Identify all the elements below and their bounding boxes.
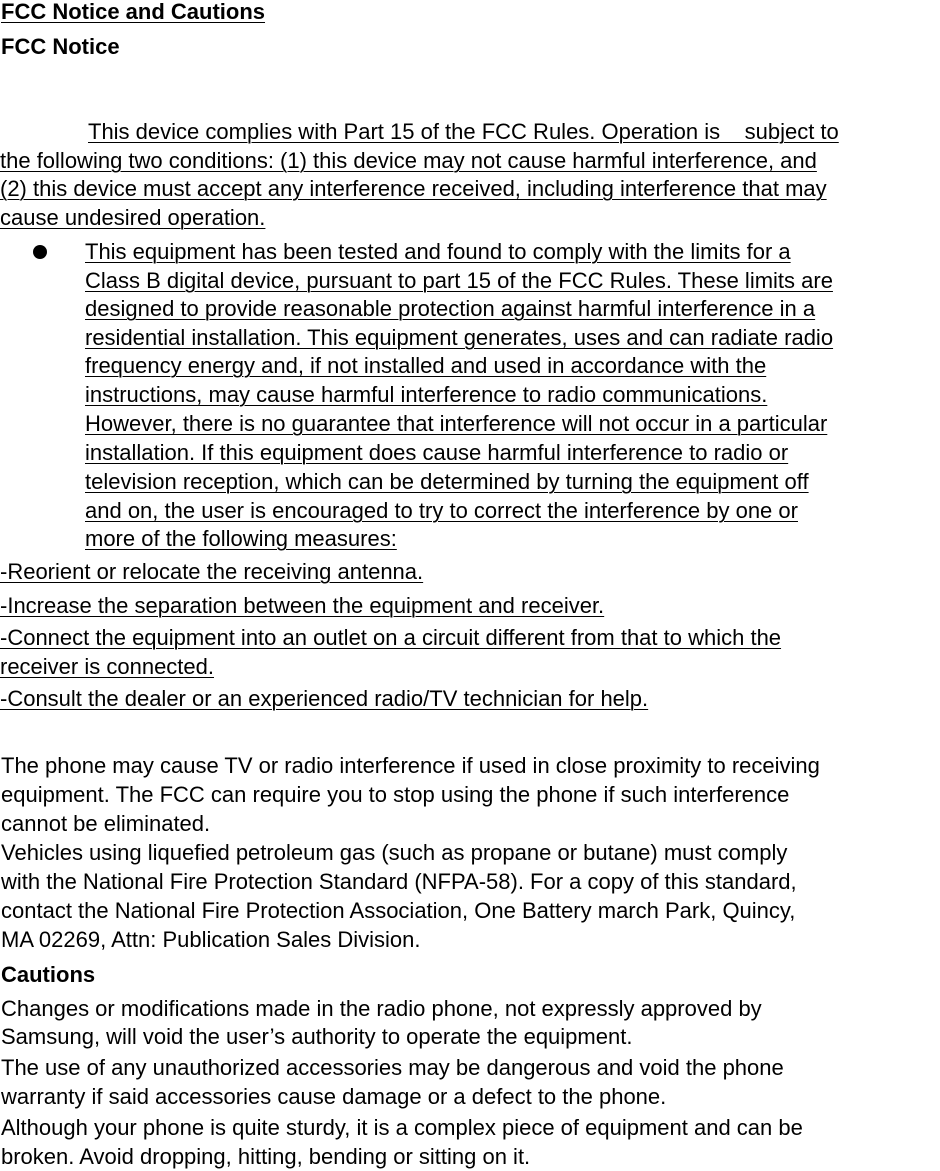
intro-line: cause undesired operation.: [0, 205, 266, 230]
bullet-line: frequency energy and, if not installed and used in accordance with the: [85, 353, 767, 378]
bullet-line: designed to provide reasonable protection against harmful interference in a: [85, 296, 816, 321]
measure-item: -Connect the equipment into an outlet on a circuit different from that to which the: [0, 625, 782, 650]
paragraph-line: Although your phone is quite sturdy, it is a complex piece of equipment and can be: [1, 1115, 803, 1140]
intro-line: This device complies with Part 15 of the FCC Rules. Operation is subject to: [88, 119, 839, 144]
bullet-line: installation. If this equipment does cause harmful interference to radio or: [85, 440, 789, 465]
bullet-line: more of the following measures:: [85, 526, 397, 551]
cautions-heading: Cautions: [1, 962, 96, 987]
bullet-line: television reception, which can be determined by turning the equipment off: [85, 469, 809, 494]
bullet-dot-icon: [33, 245, 47, 259]
bullet-line: However, there is no guarantee that interference will not occur in a particular: [85, 411, 828, 436]
intro-line: the following two conditions: (1) this device may not cause harmful interference, and: [0, 148, 817, 173]
bullet-line: and on, the user is encouraged to try to correct the interference by one or: [85, 498, 798, 523]
bullet-line: residential installation. This equipment generates, uses and can radiate radio: [85, 325, 834, 350]
paragraph-line: contact the National Fire Protection Association, One Battery march Park, Quincy,: [1, 898, 796, 923]
bullet-line: This equipment has been tested and found to comply with the limits for a: [85, 239, 791, 264]
intro-line: (2) this device must accept any interference received, including interference that may: [0, 176, 827, 201]
paragraph-line: with the National Fire Protection Standard (NFPA-58). For a copy of this standard,: [1, 869, 797, 894]
paragraph-line: MA 02269, Attn: Publication Sales Division.: [1, 927, 421, 952]
measure-item: -Increase the separation between the equipment and receiver.: [0, 593, 605, 618]
measure-item: -Consult the dealer or an experienced radio/TV technician for help.: [0, 686, 649, 711]
paragraph-line: cannot be eliminated.: [1, 811, 211, 836]
paragraph-line: Changes or modifications made in the radio phone, not expressly approved by: [1, 996, 762, 1021]
paragraph-line: equipment. The FCC can require you to stop using the phone if such interference: [1, 782, 790, 807]
paragraph-line: The phone may cause TV or radio interference if used in close proximity to receiving: [1, 753, 820, 778]
measure-item: -Reorient or relocate the receiving antenna.: [0, 559, 424, 584]
measure-item: receiver is connected.: [0, 654, 214, 679]
paragraph-line: Vehicles using liquefied petroleum gas (such as propane or butane) must comply: [1, 840, 788, 865]
bullet-line: Class B digital device, pursuant to part 15 of the FCC Rules. These limits are: [85, 268, 833, 293]
paragraph-line: warranty if said accessories cause damage or a defect to the phone.: [1, 1084, 667, 1109]
bullet-line: instructions, may cause harmful interference to radio communications.: [85, 382, 768, 407]
paragraph-line: Samsung, will void the user’s authority to operate the equipment.: [1, 1024, 633, 1049]
paragraph-line: The use of any unauthorized accessories may be dangerous and void the phone: [1, 1055, 784, 1080]
page-title: FCC Notice and Cautions: [1, 0, 266, 24]
paragraph-line: broken. Avoid dropping, hitting, bending or sitting on it.: [1, 1144, 531, 1169]
fcc-notice-heading: FCC Notice: [1, 34, 120, 59]
